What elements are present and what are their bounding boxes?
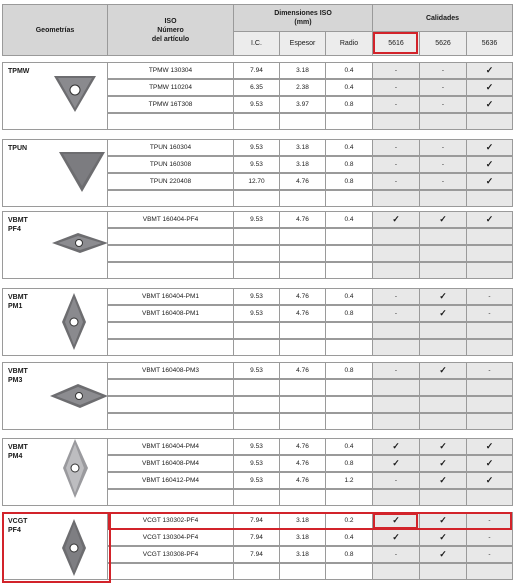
cell-grade: - [372,173,420,190]
cell-grade: ✓ [466,438,513,455]
header-geometry: Geometrías [2,4,108,56]
geometry-label: VBMT PM3 [8,368,28,384]
cell-esp: 3.18 [279,529,326,546]
cell-grade: ✓ [419,211,467,228]
cell-ic [233,339,280,356]
cell-grade: ✓ [372,211,420,228]
table-row [108,211,513,228]
cell-grade [419,228,467,245]
cell-iso [107,379,234,396]
table-header [2,4,513,56]
cell-grade [372,413,420,430]
cell-rad: 0.8 [325,362,373,379]
cell-ic: 9.53 [233,472,280,489]
cell-esp: 3.97 [279,96,326,113]
cell-esp: 4.76 [279,173,326,190]
table-row [108,190,513,207]
cell-grade [372,190,420,207]
table-row [108,512,513,529]
cell-esp [279,113,326,130]
cell-grade: ✓ [372,455,420,472]
cell-ic: 9.53 [233,211,280,228]
cell-ic: 9.53 [233,96,280,113]
cell-ic [233,413,280,430]
cell-esp: 4.76 [279,362,326,379]
cell-iso [107,113,234,130]
cell-rad: 1.2 [325,472,373,489]
cell-esp: 3.18 [279,62,326,79]
cell-esp [279,339,326,356]
cell-iso: VBMT 160408-PM1 [107,305,234,322]
cell-rad: 0.4 [325,529,373,546]
cell-ic: 7.94 [233,62,280,79]
header-iso: ISO Número del artículo [107,4,234,56]
cell-grade: ✓ [466,455,513,472]
cell-ic [233,379,280,396]
cell-esp: 4.76 [279,288,326,305]
cell-esp: 3.18 [279,546,326,563]
cell-esp [279,563,326,580]
cell-rad: 0.4 [325,211,373,228]
cell-grade [466,228,513,245]
table-row [108,546,513,563]
table-row [108,96,513,113]
cell-grade: ✓ [466,211,513,228]
cell-iso: TPUN 160304 [107,139,234,156]
cell-grade: ✓ [419,512,467,529]
cell-iso [107,489,234,506]
cell-grade: ✓ [466,472,513,489]
cell-esp [279,262,326,279]
cell-iso: VCGT 130308-PF4 [107,546,234,563]
cell-grade [372,262,420,279]
cell-grade: ✓ [419,546,467,563]
cell-ic: 7.94 [233,512,280,529]
cell-rad [325,413,373,430]
cell-ic: 9.53 [233,288,280,305]
cell-grade: - [466,512,513,529]
cell-esp: 4.76 [279,455,326,472]
cell-grade: - [372,546,420,563]
table-row [108,305,513,322]
cell-iso [107,190,234,207]
geometry-cell [2,438,108,506]
cell-rad [325,190,373,207]
cell-iso [107,413,234,430]
geometry-cell [2,512,108,580]
cell-grade: - [419,96,467,113]
cell-esp: 4.76 [279,438,326,455]
table-row [108,362,513,379]
header-grade-5636: 5636 [466,31,513,56]
cell-grade [419,190,467,207]
cell-grade: ✓ [466,96,513,113]
table-row [108,379,513,396]
geometry-cell [2,288,108,356]
cell-grade [466,563,513,580]
cell-grade [466,396,513,413]
cell-rad [325,489,373,506]
cell-grade [466,190,513,207]
cell-grade: - [372,139,420,156]
table-row [108,455,513,472]
header-ic: I.C. [233,31,280,56]
cell-iso: TPMW 16T308 [107,96,234,113]
table-row [108,156,513,173]
cell-iso: TPUN 160308 [107,156,234,173]
cell-esp: 3.18 [279,156,326,173]
cell-grade: ✓ [419,288,467,305]
cell-iso [107,245,234,262]
cell-rad: 0.8 [325,96,373,113]
cell-iso: VCGT 130302-PF4 [107,512,234,529]
cell-grade: - [372,362,420,379]
cell-grade [419,379,467,396]
cell-grade: ✓ [419,455,467,472]
header-radio: Radio [325,31,373,56]
table-row [108,563,513,580]
cell-grade [419,396,467,413]
geometry-label: VBMT PM1 [8,294,28,310]
table-row [108,62,513,79]
header-grade-5616: 5616 [372,31,420,56]
cell-rad: 0.4 [325,438,373,455]
cell-ic [233,228,280,245]
header-dimensions: Dimensiones ISO (mm) [233,4,373,32]
cell-rad [325,262,373,279]
cell-esp: 4.76 [279,305,326,322]
cell-rad [325,339,373,356]
cell-grade: - [372,79,420,96]
cell-esp: 4.76 [279,472,326,489]
cell-ic [233,262,280,279]
cell-grade [372,563,420,580]
cell-grade [372,322,420,339]
rhombic-insert-icon [48,382,110,410]
table-row [108,322,513,339]
cell-iso [107,339,234,356]
cell-grade [372,245,420,262]
cell-ic: 7.94 [233,529,280,546]
cell-ic: 12.70 [233,173,280,190]
cell-grade: ✓ [466,139,513,156]
cell-grade [466,245,513,262]
header-grade-5626: 5626 [419,31,467,56]
cell-grade: ✓ [419,472,467,489]
cell-ic: 9.53 [233,139,280,156]
table-row [108,396,513,413]
cell-ic: 6.35 [233,79,280,96]
cell-ic [233,396,280,413]
cell-rad [325,563,373,580]
cell-grade [466,322,513,339]
cell-grade: - [466,546,513,563]
cell-grade [466,262,513,279]
cell-grade: ✓ [466,79,513,96]
table-row [108,489,513,506]
cell-ic [233,563,280,580]
cell-iso: VBMT 160412-PM4 [107,472,234,489]
cell-rad [325,245,373,262]
geometry-label: TPUN [8,145,28,152]
cell-grade: ✓ [419,362,467,379]
cell-rad: 0.8 [325,455,373,472]
cell-rad [325,396,373,413]
geometry-label: TPMW [8,68,30,75]
table-row [108,113,513,130]
cell-rad [325,228,373,245]
table-row [108,228,513,245]
cell-grade [419,563,467,580]
cell-grade [372,113,420,130]
cell-grade: - [372,288,420,305]
table-row [108,262,513,279]
cell-iso: TPUN 220408 [107,173,234,190]
cell-esp [279,396,326,413]
cell-grade: - [419,62,467,79]
cell-ic: 9.53 [233,305,280,322]
cell-grade: - [419,139,467,156]
cell-grade [372,339,420,356]
cell-ic: 9.53 [233,438,280,455]
cell-grade: - [419,173,467,190]
cell-grade: - [372,62,420,79]
cell-iso: VBMT 160408-PM4 [107,455,234,472]
table-row [108,339,513,356]
cell-grade: ✓ [419,529,467,546]
cell-grade [419,245,467,262]
cell-grade [372,379,420,396]
cell-grade: ✓ [419,438,467,455]
cell-grade [466,413,513,430]
table-row [108,139,513,156]
cell-grade [372,489,420,506]
cell-esp [279,228,326,245]
cell-grade: ✓ [466,62,513,79]
cell-rad: 0.8 [325,305,373,322]
cell-grade [419,413,467,430]
cell-grade: ✓ [466,173,513,190]
cell-rad: 0.2 [325,512,373,529]
cell-ic: 9.53 [233,455,280,472]
cell-grade [419,262,467,279]
triangle-solid-insert-icon [57,150,107,194]
cell-grade: ✓ [419,305,467,322]
cell-rad: 0.4 [325,139,373,156]
cell-esp [279,190,326,207]
cell-iso: VCGT 130304-PF4 [107,529,234,546]
cell-grade [466,339,513,356]
cell-ic [233,190,280,207]
cell-iso [107,396,234,413]
cell-rad: 0.8 [325,173,373,190]
cell-iso: TPMW 130304 [107,62,234,79]
cell-iso: VBMT 160404-PM4 [107,438,234,455]
cell-rad [325,379,373,396]
cell-ic [233,245,280,262]
cell-rad: 0.8 [325,546,373,563]
cell-ic: 7.94 [233,546,280,563]
cell-grade: ✓ [372,512,420,529]
cell-iso: VBMT 160404-PF4 [107,211,234,228]
cell-grade: - [372,156,420,173]
cell-grade [466,489,513,506]
cell-ic [233,322,280,339]
cell-grade: ✓ [372,529,420,546]
cell-grade [372,228,420,245]
cell-iso: VBMT 160408-PM3 [107,362,234,379]
cell-grade: - [419,156,467,173]
cell-rad: 0.8 [325,156,373,173]
cell-ic [233,113,280,130]
rhombic-vertical-insert-icon [62,518,87,578]
cell-esp: 2.38 [279,79,326,96]
cell-esp: 3.18 [279,139,326,156]
cell-esp [279,489,326,506]
cell-iso [107,262,234,279]
geometry-label: VBMT PM4 [8,444,28,460]
cell-grade: - [372,472,420,489]
cell-iso: VBMT 160404-PM1 [107,288,234,305]
cell-grade: - [419,79,467,96]
rhombic-insert-icon [50,231,110,255]
table-row [108,413,513,430]
cell-grade [419,113,467,130]
cell-grade: - [466,529,513,546]
cell-iso [107,563,234,580]
cell-rad [325,322,373,339]
table-row [108,245,513,262]
header-calidades: Calidades [372,4,513,32]
cell-grade: - [466,305,513,322]
cell-grade: - [466,288,513,305]
cell-grade [466,113,513,130]
cell-grade: ✓ [466,156,513,173]
cell-iso: TPMW 110204 [107,79,234,96]
table-row [108,79,513,96]
cell-iso [107,322,234,339]
cell-grade: - [466,362,513,379]
cell-ic [233,489,280,506]
cell-rad: 0.4 [325,288,373,305]
cell-iso [107,228,234,245]
cell-grade [419,322,467,339]
cell-esp: 4.76 [279,211,326,228]
cell-esp: 3.18 [279,512,326,529]
table-row [108,288,513,305]
cell-rad: 0.4 [325,79,373,96]
cell-esp [279,245,326,262]
cell-esp [279,322,326,339]
cell-rad: 0.4 [325,62,373,79]
cell-grade [466,379,513,396]
cell-esp [279,379,326,396]
header-espesor: Espesor [279,31,326,56]
cell-rad [325,113,373,130]
cell-grade [419,489,467,506]
cell-grade [372,396,420,413]
cell-grade: - [372,305,420,322]
rhombic-vertical-insert-icon [63,438,89,500]
cell-grade: - [372,96,420,113]
table-row [108,438,513,455]
table-row [108,472,513,489]
table-row [108,173,513,190]
cell-ic: 9.53 [233,156,280,173]
cell-grade: ✓ [372,438,420,455]
cell-grade [419,339,467,356]
table-row [108,529,513,546]
cell-ic: 9.53 [233,362,280,379]
rhombic-vertical-insert-icon [62,292,87,352]
geometry-label: VCGT PF4 [8,518,28,534]
geometry-label: VBMT PF4 [8,217,28,233]
cell-esp [279,413,326,430]
triangle-insert-icon [52,72,98,116]
